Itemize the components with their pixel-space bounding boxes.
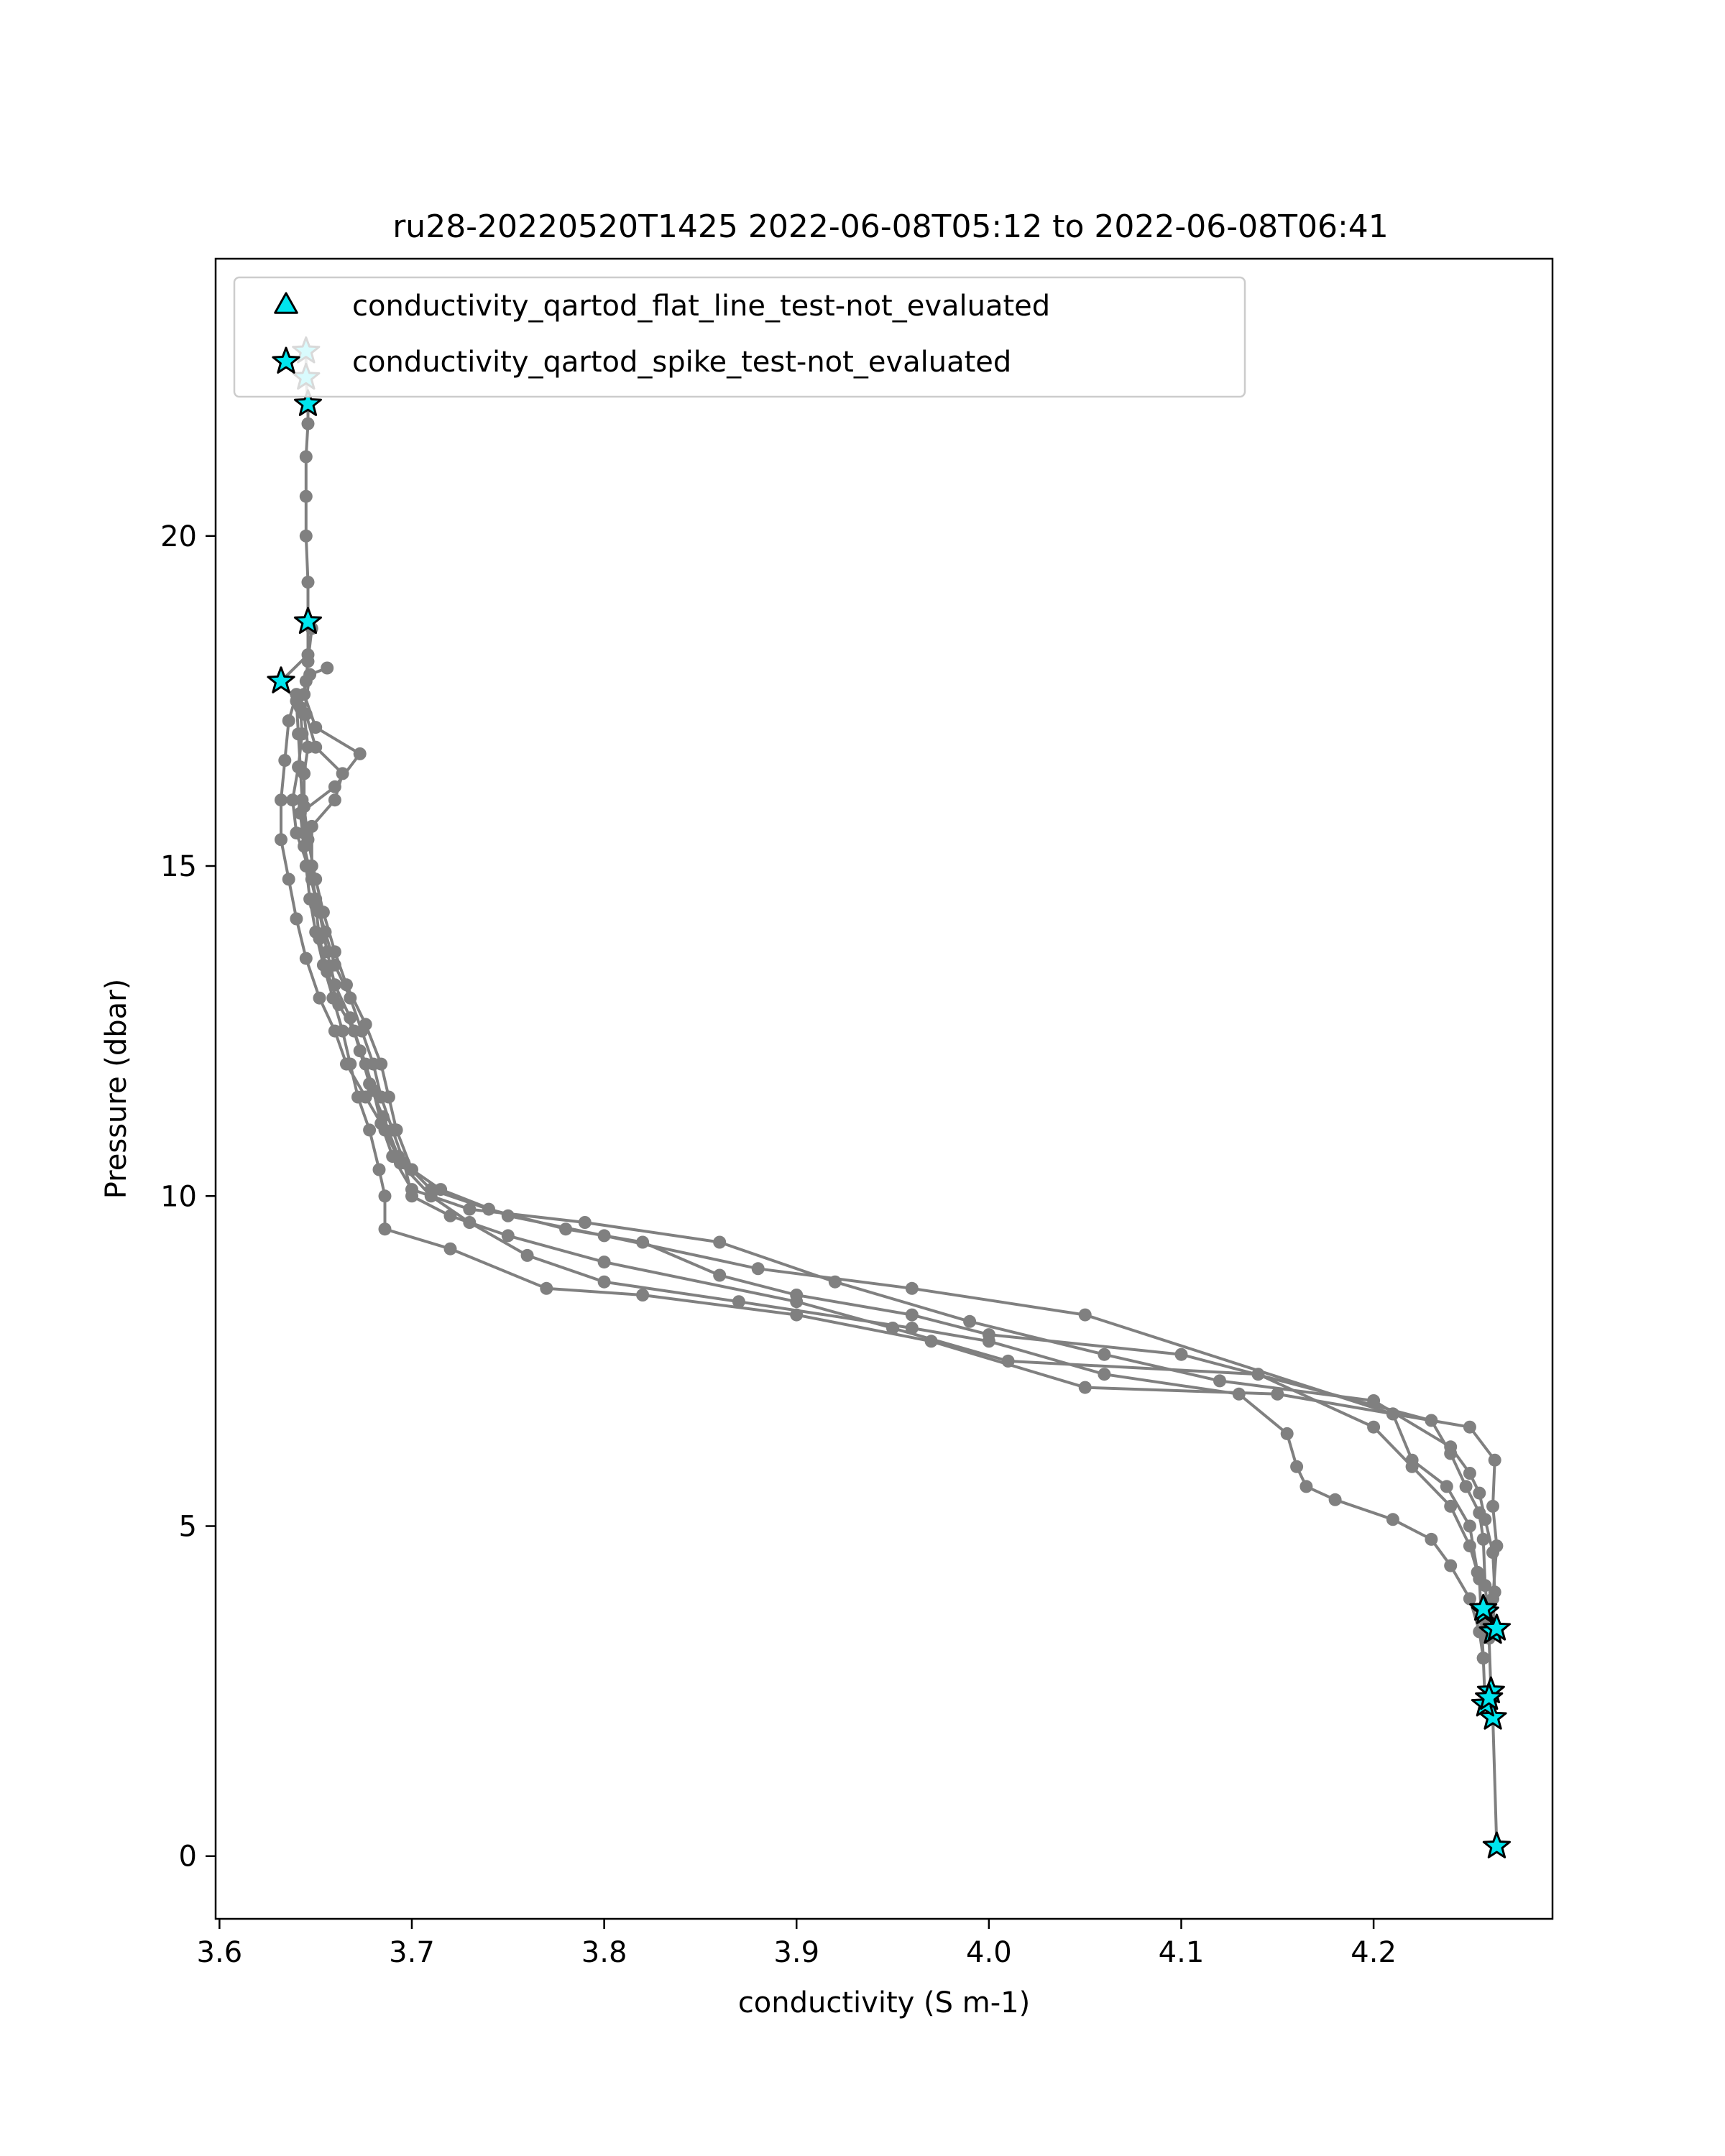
profile-point (906, 1309, 919, 1322)
profile-point (278, 754, 291, 767)
profile-point (300, 451, 313, 464)
profile-point (379, 1222, 392, 1235)
x-tick-label: 4.1 (1158, 1936, 1205, 1969)
x-axis-label: conductivity (S m-1) (737, 1986, 1031, 2019)
legend-entry-label: conductivity_qartod_flat_line_test-not_evaluated (352, 290, 1051, 323)
profile-point (405, 1183, 418, 1196)
profile-point (1473, 1506, 1486, 1519)
y-tick-label: 5 (178, 1510, 197, 1544)
profile-point (363, 1123, 376, 1136)
profile-point (309, 872, 322, 885)
profile-point (328, 793, 341, 806)
profile-point (463, 1216, 476, 1229)
x-tick-label: 3.6 (196, 1936, 243, 1969)
profile-point (1477, 1533, 1490, 1546)
profile-point (340, 1058, 353, 1071)
profile-point (598, 1229, 611, 1242)
profile-point (1444, 1447, 1457, 1460)
profile-point (298, 767, 310, 780)
profile-point (374, 1058, 387, 1071)
profile-point (1367, 1421, 1380, 1434)
x-tick-label: 3.8 (581, 1936, 627, 1969)
profile-point (1281, 1427, 1294, 1440)
profile-point (540, 1282, 553, 1295)
profile-point (275, 793, 288, 806)
profile-point (1478, 1579, 1491, 1592)
profile-point (290, 913, 303, 926)
profile-point (906, 1282, 919, 1295)
profile-point (303, 668, 316, 681)
profile-point (328, 945, 341, 958)
profile-point (363, 1077, 376, 1090)
x-tick-label: 4.0 (966, 1936, 1012, 1969)
profile-point (298, 708, 310, 721)
profile-point (1425, 1414, 1438, 1427)
profile-point (313, 992, 326, 1005)
profile-point (1233, 1388, 1246, 1401)
profile-point (752, 1262, 765, 1275)
profile-point (1477, 1651, 1490, 1664)
profile-point (390, 1123, 403, 1136)
profile-point (354, 1044, 367, 1057)
profile-point (1471, 1566, 1484, 1579)
profile-point (1213, 1374, 1226, 1387)
profile-point (359, 1018, 372, 1031)
profile-point (1386, 1407, 1399, 1420)
profile-point (373, 1164, 386, 1176)
profile-point (382, 1091, 395, 1104)
legend-entry-label: conductivity_qartod_spike_test-not_evaluated (352, 346, 1012, 379)
profile-point (636, 1289, 649, 1302)
profile-point (392, 1150, 405, 1163)
profile-point (328, 1025, 341, 1038)
profile-point (300, 490, 313, 503)
profile-point (309, 721, 322, 734)
y-tick-label: 10 (160, 1180, 197, 1214)
profile-point (1406, 1454, 1419, 1467)
profile-point (1444, 1560, 1457, 1572)
profile-point (354, 747, 367, 760)
profile-point (298, 800, 310, 813)
profile-point (317, 906, 330, 918)
profile-point (321, 662, 334, 675)
profile-point (434, 1183, 447, 1196)
profile-point (328, 780, 341, 793)
profile-point (1425, 1533, 1438, 1546)
profile-point (983, 1328, 995, 1341)
profile-point (1329, 1493, 1342, 1506)
profile-point (300, 530, 313, 543)
profile-point (1463, 1421, 1476, 1434)
profile-point (1460, 1480, 1473, 1493)
x-tick-label: 3.7 (389, 1936, 435, 1969)
profile-point (405, 1164, 418, 1176)
profile-point (713, 1269, 726, 1282)
profile-point (282, 872, 295, 885)
profile-point (1486, 1500, 1499, 1513)
profile-point (302, 833, 315, 846)
profile-point (1175, 1348, 1188, 1361)
profile-point (377, 1110, 390, 1123)
profile-point (1098, 1348, 1110, 1361)
profile-point (1463, 1520, 1476, 1533)
profile-point (1463, 1467, 1476, 1480)
legend (234, 277, 1245, 397)
profile-point (521, 1249, 534, 1262)
profile-point (1098, 1368, 1110, 1381)
profile-point (1386, 1513, 1399, 1526)
profile-point (579, 1216, 592, 1229)
profile-point (340, 978, 353, 991)
profile-point (1079, 1381, 1092, 1394)
profile-point (502, 1210, 515, 1222)
profile-point (1486, 1546, 1499, 1559)
profile-point (1489, 1454, 1501, 1467)
profile-point (1290, 1460, 1303, 1473)
profile-point (906, 1322, 919, 1335)
profile-point (302, 576, 315, 589)
profile-point (444, 1243, 457, 1256)
profile-point (732, 1295, 745, 1308)
x-tick-label: 3.9 (773, 1936, 820, 1969)
profile-point (300, 952, 313, 965)
profile-point (790, 1289, 803, 1302)
profile-point (1079, 1309, 1092, 1322)
x-tick-label: 4.2 (1351, 1936, 1397, 1969)
y-axis-label: Pressure (dbar) (100, 978, 133, 1199)
profile-point (1002, 1355, 1015, 1368)
profile-point (302, 418, 315, 430)
chart-title: ru28-20220520T1425 2022-06-08T05:12 to 2022-06-08T06:41 (392, 208, 1389, 245)
y-tick-label: 20 (160, 520, 197, 553)
profile-point (282, 714, 295, 727)
profile-point (598, 1276, 611, 1289)
profile-point (302, 655, 315, 668)
profile-point (286, 793, 299, 806)
profile-point (713, 1236, 726, 1249)
profile-point (302, 741, 315, 754)
y-tick-label: 0 (178, 1840, 197, 1874)
profile-point (963, 1315, 976, 1328)
y-tick-label: 15 (160, 850, 197, 884)
profile-point (1440, 1480, 1453, 1493)
profile-point (275, 833, 288, 846)
profile-point (1473, 1487, 1486, 1500)
profile-point (344, 1011, 356, 1024)
profile-point (598, 1256, 611, 1268)
profile-point (1300, 1480, 1312, 1493)
profile-point (379, 1189, 392, 1202)
profile-point (328, 978, 341, 991)
